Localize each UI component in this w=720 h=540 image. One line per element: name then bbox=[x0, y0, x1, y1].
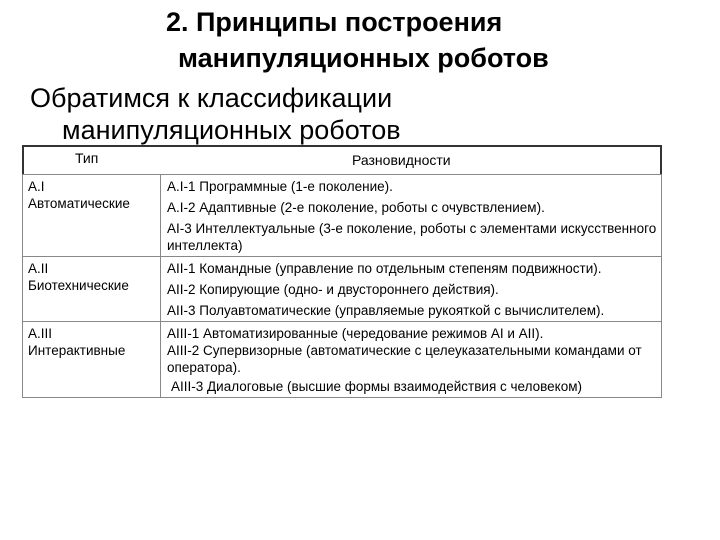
page-title bbox=[150, 4, 620, 76]
type-code: A.III bbox=[28, 326, 53, 341]
varieties-cell bbox=[161, 257, 662, 322]
page-title-line-1: 2. Принципы построения bbox=[166, 7, 503, 37]
subtitle-line-1: Обратимся к классификации bbox=[30, 83, 393, 113]
type-code: A.I bbox=[28, 179, 45, 194]
variety-item: A.I-2 Адаптивные (2-е поколение, роботы с очувствлением). bbox=[167, 200, 545, 215]
type-cell bbox=[23, 322, 161, 398]
variety-item: AIII-1 Автоматизированные (чередование режимов AI и AII). bbox=[167, 326, 544, 341]
variety-item: AIII-3 Диалоговые (высшие формы взаимодействия с человеком) bbox=[171, 379, 583, 394]
header-varieties: Разновидности bbox=[352, 152, 451, 168]
table-row bbox=[23, 257, 662, 322]
varieties-cell bbox=[161, 322, 662, 398]
subtitle-line-2: манипуляционных роботов bbox=[62, 115, 401, 145]
type-name: Автоматические bbox=[28, 196, 130, 211]
variety-item: A.I-1 Программные (1-е поколение). bbox=[167, 179, 393, 194]
varieties-cell bbox=[161, 175, 662, 257]
variety-item: AI-3 Интеллектуальные (3-е поколение, роботы с элементами искусственного интеллекта) bbox=[167, 221, 657, 253]
type-name: Интерактивные bbox=[28, 343, 126, 358]
subtitle bbox=[30, 82, 590, 146]
type-cell bbox=[23, 175, 161, 257]
header-type: Тип bbox=[75, 150, 99, 166]
variety-item: AIII-2 Супервизорные (автоматические с целеуказательными командами от оператора). bbox=[167, 343, 642, 375]
table-row bbox=[23, 322, 662, 398]
type-code: A.II bbox=[28, 261, 49, 276]
table-row bbox=[23, 175, 662, 257]
table-header-frame bbox=[22, 145, 662, 174]
variety-item: AII-1 Командные (управление по отдельным степеням подвижности). bbox=[167, 261, 602, 276]
variety-item: AII-2 Копирующие (одно- и двустороннего действия). bbox=[167, 282, 499, 297]
type-name: Биотехнические bbox=[28, 278, 129, 293]
variety-item: AII-3 Полуавтоматические (управляемые рукояткой с вычислителем). bbox=[167, 303, 605, 318]
type-cell bbox=[23, 257, 161, 322]
classification-table bbox=[22, 174, 662, 398]
page-title-line-2: манипуляционных роботов bbox=[178, 43, 549, 73]
